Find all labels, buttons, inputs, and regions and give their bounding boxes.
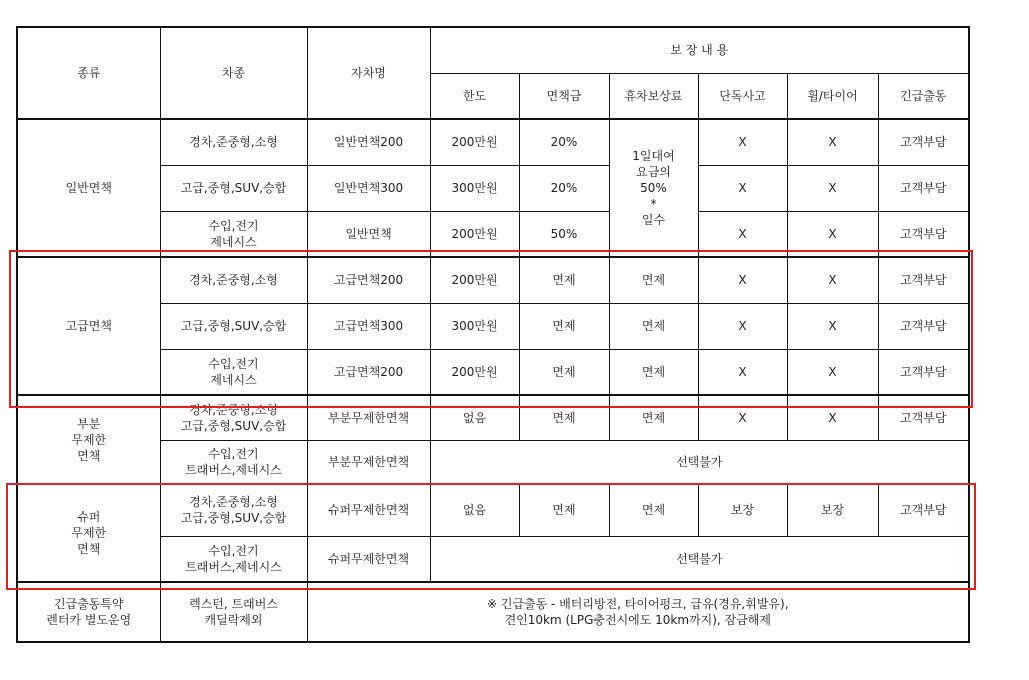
group-super: 슈퍼 무제한 면책: [17, 484, 160, 582]
footer-note: ※ 긴급출동 - 배터리방전, 타이어펑크, 급유(경유,휘발유), 견인10km (LPG충전시에도 10km까지), 잠금해제: [307, 582, 969, 642]
limit-cell: 200만원: [430, 349, 519, 395]
group-basic: 일반면책: [17, 119, 160, 257]
table-row: [17, 536, 969, 582]
deductible-cell: 면제: [519, 395, 609, 440]
plan-name-cell: 슈퍼무제한면책: [307, 536, 430, 582]
wheel-tire-cell: X: [787, 349, 878, 395]
table-row: [17, 257, 969, 303]
single-accident-cell: X: [698, 349, 787, 395]
table-row: [17, 484, 969, 536]
emergency-cell: 고객부담: [878, 257, 969, 303]
single-accident-cell: X: [698, 395, 787, 440]
wheel-tire-cell: X: [787, 119, 878, 165]
table-row: [17, 303, 969, 349]
plan-name-cell: 고급면책200: [307, 349, 430, 395]
plan-name-cell: 일반면책: [307, 211, 430, 257]
downtime-merged-cell: 1일대여 요금의 50% * 일수: [609, 119, 698, 257]
car-class-cell: 경차,준중형,소형: [160, 257, 307, 303]
unavailable-cell: 선택불가: [430, 536, 969, 582]
wheel-tire-cell: X: [787, 257, 878, 303]
downtime-cell: 면제: [609, 395, 698, 440]
single-accident-cell: X: [698, 257, 787, 303]
car-class-cell: 경차,준중형,소형: [160, 119, 307, 165]
single-accident-cell: X: [698, 165, 787, 211]
deductible-cell: 면제: [519, 349, 609, 395]
table-row: [17, 211, 969, 257]
emergency-cell: 고객부담: [878, 484, 969, 536]
car-class-cell: 경차,준중형,소형 고급,중형,SUV,승합: [160, 395, 307, 440]
header-emergency: 긴급출동: [878, 73, 969, 119]
downtime-cell: 면제: [609, 484, 698, 536]
table-row: [17, 119, 969, 165]
header-type: 종류: [17, 27, 160, 119]
header-limit: 한도: [430, 73, 519, 119]
table-row: [17, 349, 969, 395]
wheel-tire-cell: 보장: [787, 484, 878, 536]
plan-name-cell: 부분무제한면책: [307, 440, 430, 484]
deductible-cell: 50%: [519, 211, 609, 257]
group-premium: 고급면책: [17, 257, 160, 395]
plan-name-cell: 일반면책300: [307, 165, 430, 211]
deductible-cell: 면제: [519, 484, 609, 536]
deductible-cell: 면제: [519, 303, 609, 349]
car-class-cell: 수입,전기 트래버스,제네시스: [160, 536, 307, 582]
plan-name-cell: 일반면책200: [307, 119, 430, 165]
plan-name-cell: 부분무제한면책: [307, 395, 430, 440]
header-coverage-group: 보 장 내 용: [430, 27, 969, 73]
emergency-cell: 고객부담: [878, 119, 969, 165]
car-class-cell: 경차,준중형,소형 고급,중형,SUV,승합: [160, 484, 307, 536]
emergency-cell: 고객부담: [878, 395, 969, 440]
deductible-cell: 20%: [519, 165, 609, 211]
group-partial: 부분 무제한 면책: [17, 395, 160, 484]
downtime-cell: 면제: [609, 257, 698, 303]
header-wheel-tire: 휠/타이어: [787, 73, 878, 119]
emergency-cell: 고객부담: [878, 303, 969, 349]
plan-name-cell: 고급면책300: [307, 303, 430, 349]
header-plan-name: 자차명: [307, 27, 430, 119]
limit-cell: 200만원: [430, 257, 519, 303]
header-single-accident: 단독사고: [698, 73, 787, 119]
plan-name-cell: 슈퍼무제한면책: [307, 484, 430, 536]
wheel-tire-cell: X: [787, 165, 878, 211]
deductible-cell: 20%: [519, 119, 609, 165]
single-accident-cell: X: [698, 211, 787, 257]
table-row: [17, 165, 969, 211]
header-car-class: 차종: [160, 27, 307, 119]
emergency-cell: 고객부담: [878, 211, 969, 257]
limit-cell: 없음: [430, 395, 519, 440]
limit-cell: 300만원: [430, 165, 519, 211]
plan-name-cell: 고급면책200: [307, 257, 430, 303]
limit-cell: 없음: [430, 484, 519, 536]
unavailable-cell: 선택불가: [430, 440, 969, 484]
coverage-table: [16, 26, 970, 643]
downtime-cell: 면제: [609, 349, 698, 395]
single-accident-cell: X: [698, 303, 787, 349]
wheel-tire-cell: X: [787, 303, 878, 349]
table-row: [17, 395, 969, 440]
limit-cell: 200만원: [430, 119, 519, 165]
wheel-tire-cell: X: [787, 395, 878, 440]
limit-cell: 200만원: [430, 211, 519, 257]
table-row: [17, 440, 969, 484]
car-class-cell: 수입,전기 트래버스,제네시스: [160, 440, 307, 484]
table-row: [17, 582, 969, 642]
footer-title: 긴급출동특약 렌터카 별도운영: [17, 582, 160, 642]
deductible-cell: 면제: [519, 257, 609, 303]
car-class-cell: 수입,전기 제네시스: [160, 211, 307, 257]
single-accident-cell: 보장: [698, 484, 787, 536]
car-class-cell: 고급,중형,SUV,승합: [160, 303, 307, 349]
single-accident-cell: X: [698, 119, 787, 165]
car-class-cell: 고급,중형,SUV,승합: [160, 165, 307, 211]
header-downtime: 휴차보상료: [609, 73, 698, 119]
limit-cell: 300만원: [430, 303, 519, 349]
footer-excluded: 렉스턴, 트래버스 캐딜락제외: [160, 582, 307, 642]
car-class-cell: 수입,전기 제네시스: [160, 349, 307, 395]
header-deductible: 면책금: [519, 73, 609, 119]
emergency-cell: 고객부담: [878, 349, 969, 395]
wheel-tire-cell: X: [787, 211, 878, 257]
downtime-cell: 면제: [609, 303, 698, 349]
emergency-cell: 고객부담: [878, 165, 969, 211]
